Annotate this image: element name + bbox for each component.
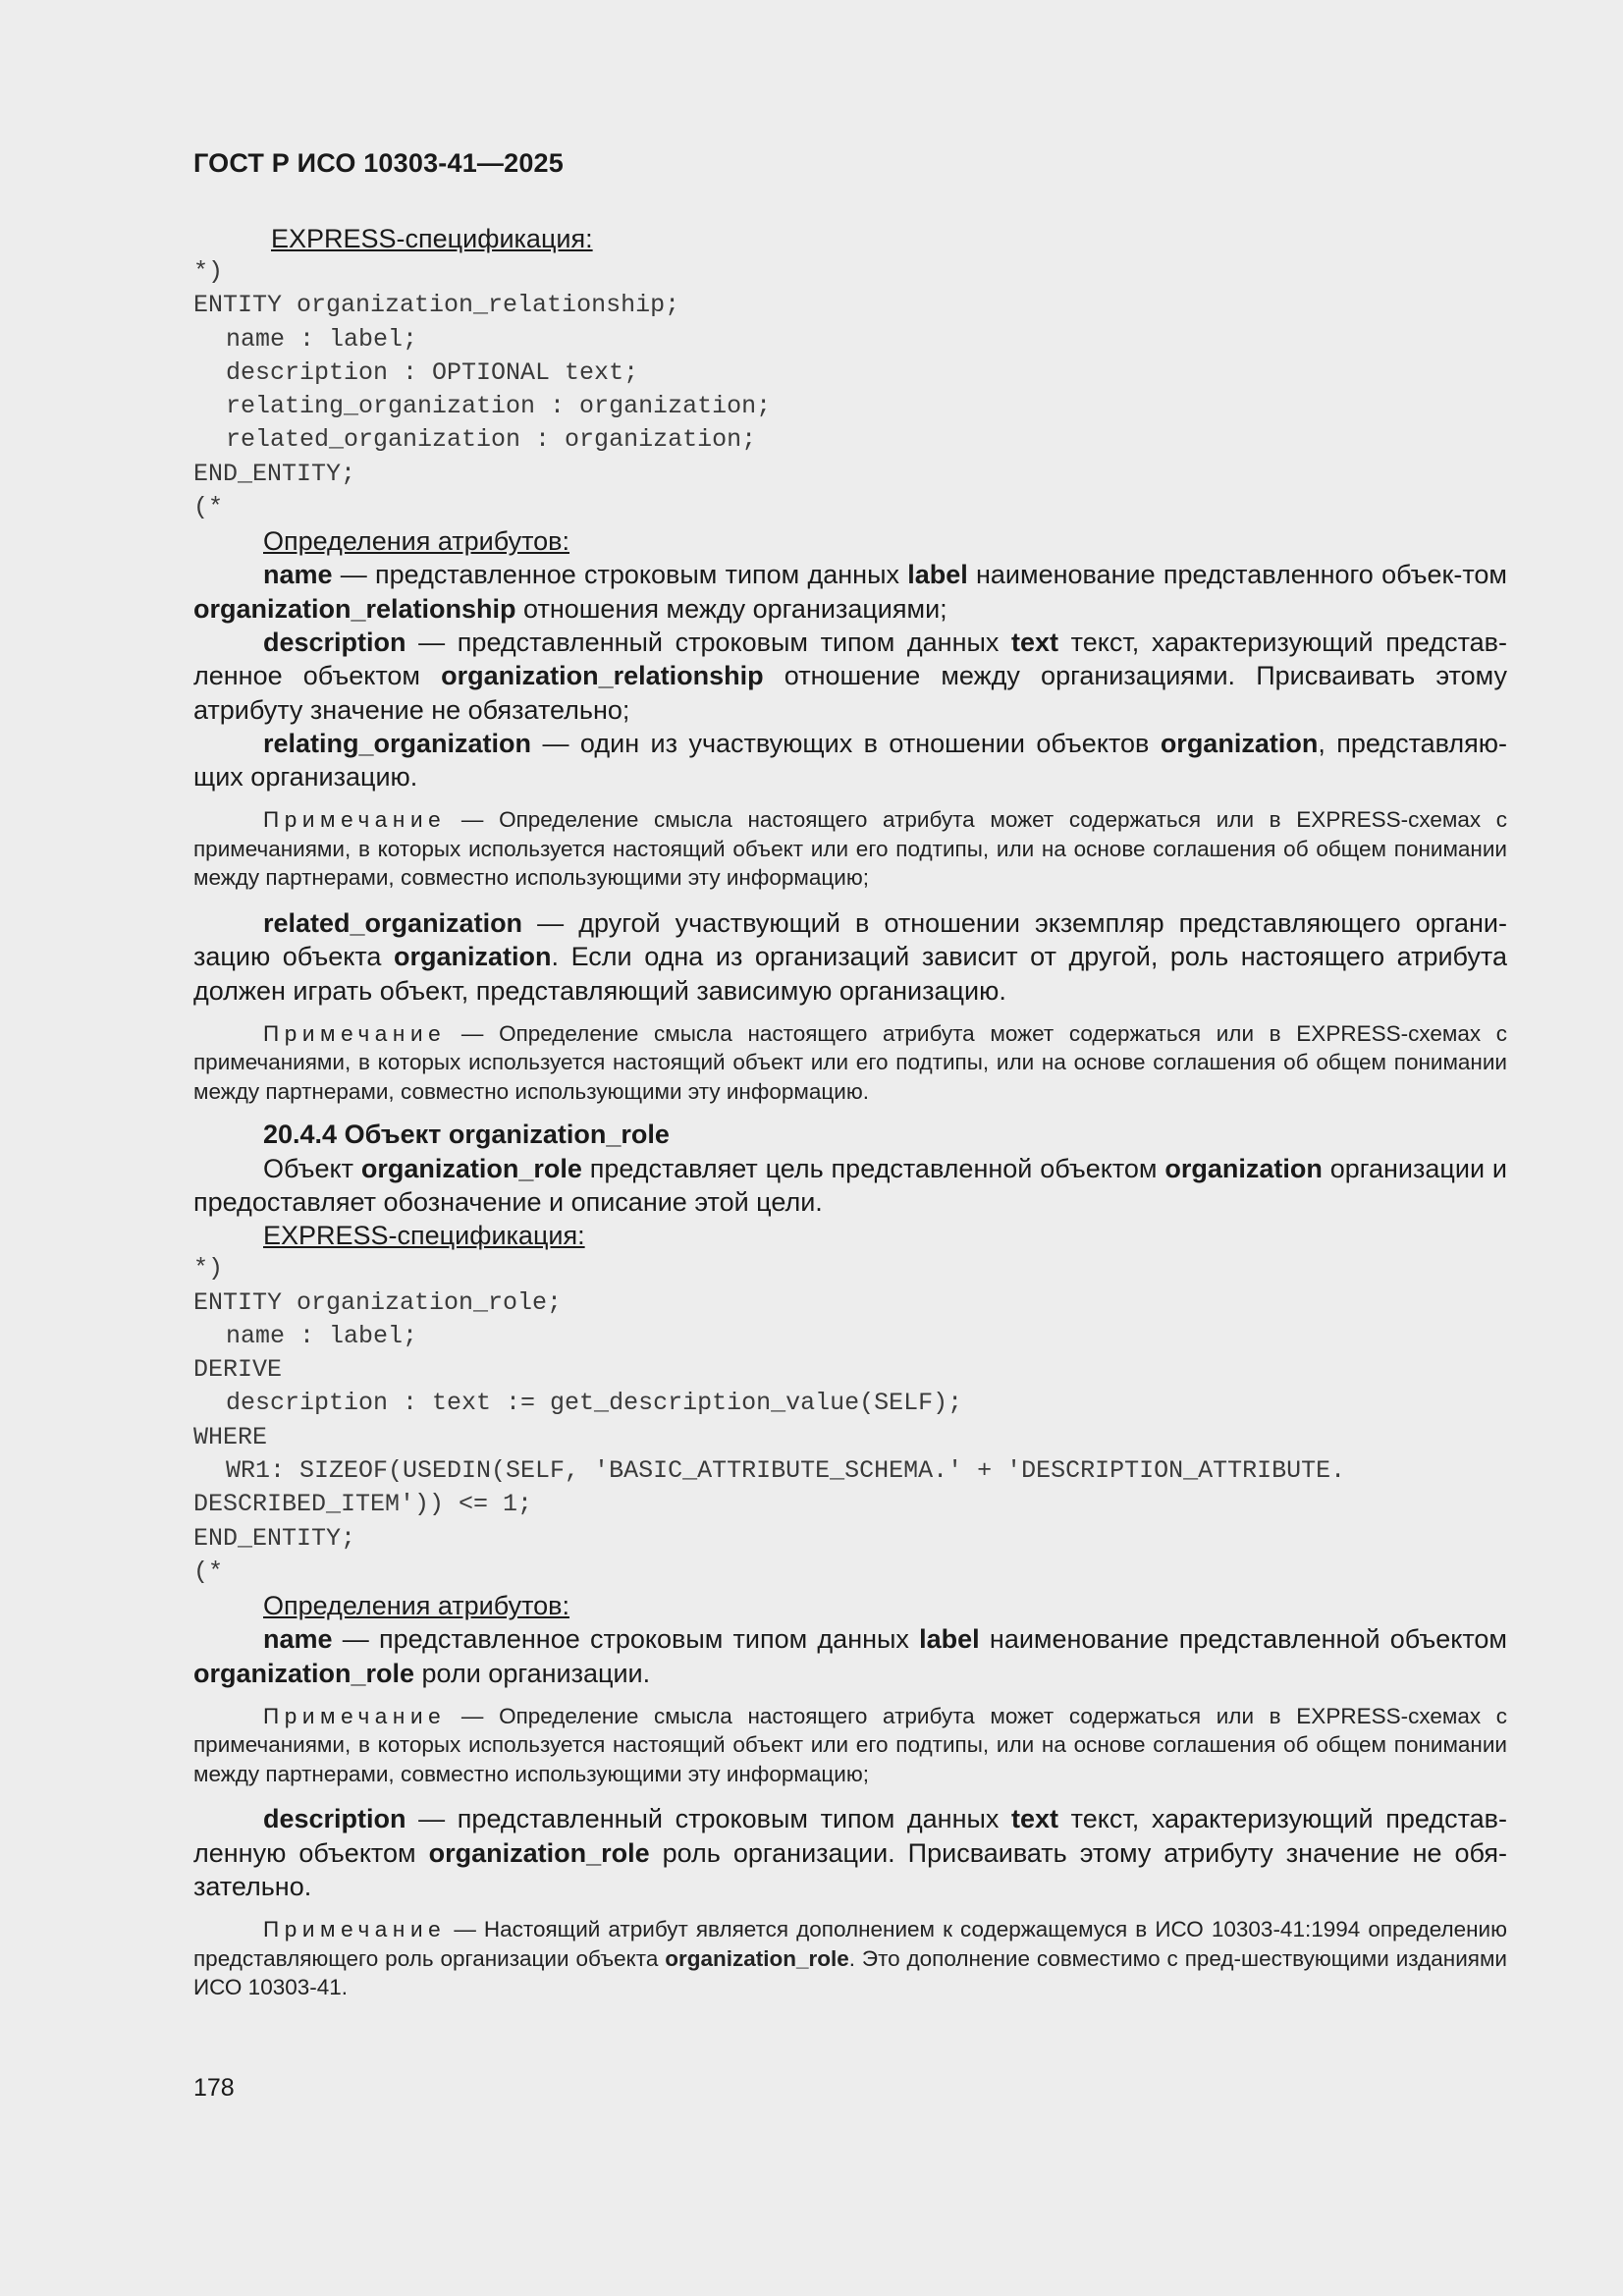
term: description	[263, 1804, 406, 1834]
code-line: *)	[193, 1254, 224, 1284]
code-line: WR1: SIZEOF(USEDIN(SELF, 'BASIC_ATTRIBUTE_SCHEMA.' + 'DESCRIPTION_ATTRIBUTE.	[226, 1456, 1346, 1486]
express-spec-label: EXPRESS-спецификация:	[263, 1221, 585, 1251]
code-line: DERIVE	[193, 1355, 283, 1385]
code-line: DESCRIBED_ITEM')) <= 1;	[193, 1490, 533, 1519]
section-intro-paragraph: Объект organization_role представляет цель представленной объектом organization организации и предоставляет обозначение и описание этой цели.	[193, 1153, 1507, 1217]
attribute-description-paragraph: description — представленный строковым типом данных text текст, характеризующий представ-ленное объектом organization_relationship отношение между организациями. Присваивать этому атрибуту значение не обязательно;	[193, 627, 1507, 725]
term: name	[263, 1624, 333, 1655]
attribute-relating-paragraph: relating_organization — один из участвующих в отношении объектов organization, представляю-щих организацию.	[193, 728, 1507, 793]
code-line: name : label;	[226, 1321, 418, 1350]
code-line: ENTITY organization_role;	[193, 1287, 563, 1317]
note: Примечание — Определение смысла настоящего атрибута может содержаться или в EXPRESS-схемах с примечаниями, в которых используется настоящий объект или его подтипы, или на основе соглашения об общем понимании между партнерами, совместно использующими эту информацию;	[193, 807, 1507, 891]
attribute-related-paragraph: related_organization — другой участвующий в отношении экземпляр представляющего органи-зацию объекта organization. Если одна из организаций зависит от другой, роль настоящего атрибута должен играть объект, представляющий зависимую организацию.	[193, 907, 1507, 1006]
note-label: Примечание	[263, 1917, 447, 1942]
code-line: ENTITY organization_relationship;	[193, 291, 680, 320]
code-line: (*	[193, 493, 224, 522]
note: Примечание — Определение смысла настоящего атрибута может содержаться или в EXPRESS-схемах с примечаниями, в которых используется настоящий объект или его подтипы, или на основе соглашения об общем понимании между партнерами, совместно использующими эту информацию.	[193, 1020, 1507, 1104]
term: description	[263, 627, 406, 657]
note-label: Примечание	[263, 1020, 447, 1046]
attribute-definitions-label: Определения атрибутов:	[263, 526, 570, 557]
attribute-name-paragraph: name — представленное строковым типом данных label наименование представленного объек-том organization_relationship отношения между организациями;	[193, 560, 1507, 624]
document-header: ГОСТ Р ИСО 10303-41—2025	[193, 148, 564, 178]
term: related_organization	[263, 907, 523, 938]
note: Примечание — Настоящий атрибут является дополнением к содержащемуся в ИСО 10303-41:1994 определению представляющего роль организации объекта organization_role. Это дополнение совместимо с пред-шествующими изданиями ИСО 10303-41.	[193, 1917, 1507, 2000]
code-line: name : label;	[226, 324, 418, 354]
note-label: Примечание	[263, 1703, 447, 1728]
note: Примечание — Определение смысла настоящего атрибута может содержаться или в EXPRESS-схемах с примечаниями, в которых используется настоящий объект или его подтипы, или на основе соглашения об общем понимании между партнерами, совместно использующими эту информацию;	[193, 1703, 1507, 1786]
express-code-block	[193, 255, 1507, 524]
code-line: *)	[193, 257, 224, 286]
note-label: Примечание	[263, 807, 447, 833]
code-line: relating_organization : organization;	[226, 392, 772, 421]
code-line: (*	[193, 1557, 224, 1586]
code-line: description : text := get_description_value(SELF);	[226, 1389, 963, 1418]
page-number: 178	[193, 2074, 235, 2102]
section-heading: 20.4.4 Объект organization_role	[263, 1120, 670, 1150]
code-line: related_organization : organization;	[226, 425, 757, 455]
express-code-block	[193, 1252, 1507, 1589]
code-line: END_ENTITY;	[193, 459, 356, 488]
attribute-name-paragraph: name — представленное строковым типом данных label наименование представленной объектом organization_role роли организации.	[193, 1624, 1507, 1688]
term: relating_organization	[263, 728, 532, 758]
attribute-description-paragraph: description — представленный строковым типом данных text текст, характеризующий представ-ленную объектом organization_role роль организации. Присваивать этому атрибуту значение не обя-зательно.	[193, 1804, 1508, 1901]
attribute-definitions-label: Определения атрибутов:	[263, 1591, 570, 1621]
code-line: description : OPTIONAL text;	[226, 357, 639, 387]
page-content	[193, 222, 1507, 2002]
code-line: END_ENTITY;	[193, 1523, 356, 1553]
code-line: WHERE	[193, 1422, 268, 1451]
express-spec-label: EXPRESS-спецификация:	[271, 224, 593, 253]
term: name	[263, 560, 333, 590]
